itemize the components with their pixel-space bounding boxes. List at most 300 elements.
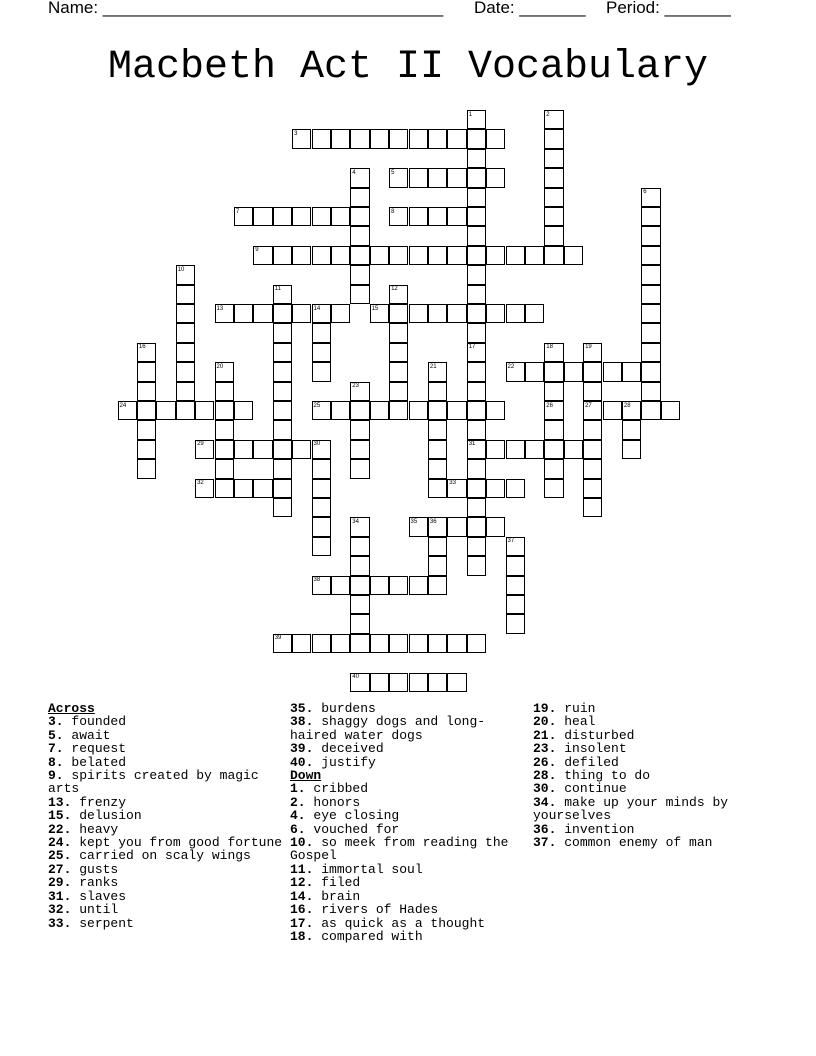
crossword-cell[interactable]: [641, 285, 660, 304]
down-clue: [533, 702, 773, 715]
clue-number: 6.: [290, 821, 306, 837]
crossword-cell[interactable]: [447, 673, 466, 692]
crossword-cell[interactable]: [137, 401, 156, 420]
crossword-cell[interactable]: [544, 479, 563, 498]
crossword-cell[interactable]: [525, 246, 544, 265]
crossword-cell[interactable]: [273, 382, 292, 401]
crossword-cell[interactable]: [564, 362, 583, 381]
crossword-cell[interactable]: [350, 634, 369, 653]
crossword-cell[interactable]: [409, 576, 428, 595]
crossword-cell[interactable]: [544, 226, 563, 245]
crossword-cell[interactable]: [486, 440, 505, 459]
clue-number-label: 15: [371, 305, 379, 312]
crossword-cell[interactable]: [544, 420, 563, 439]
crossword-cell[interactable]: [350, 459, 369, 478]
down-clue: [290, 796, 526, 809]
crossword-cell[interactable]: [428, 382, 447, 401]
crossword-cell[interactable]: [467, 168, 486, 187]
crossword-cell[interactable]: [350, 129, 369, 148]
crossword-cell[interactable]: [564, 440, 583, 459]
crossword-cell[interactable]: [409, 304, 428, 323]
crossword-cell[interactable]: [525, 304, 544, 323]
clue-number: 26.: [533, 754, 557, 770]
clue-number: 29.: [48, 875, 72, 891]
crossword-cell[interactable]: [622, 420, 641, 439]
crossword-cell[interactable]: [234, 304, 253, 323]
crossword-cell[interactable]: [350, 265, 369, 284]
crossword-cell[interactable]: [467, 304, 486, 323]
crossword-cell[interactable]: [525, 362, 544, 381]
crossword-cell[interactable]: [292, 634, 311, 653]
clue-text: shaggy dogs and long-haired water dogs: [290, 714, 486, 743]
crossword-cell[interactable]: [331, 246, 350, 265]
clue-text: disturbed: [564, 727, 635, 743]
crossword-cell[interactable]: [273, 343, 292, 362]
crossword-cell[interactable]: [312, 129, 331, 148]
crossword-cell[interactable]: [312, 459, 331, 478]
clue-number-label: 24: [119, 402, 127, 409]
crossword-cell[interactable]: [467, 207, 486, 226]
crossword-cell[interactable]: [506, 479, 525, 498]
clue-number-label: 10: [177, 266, 185, 273]
crossword-cell[interactable]: [292, 304, 311, 323]
crossword-cell[interactable]: [137, 420, 156, 439]
crossword-cell[interactable]: [506, 595, 525, 614]
across-clue: [48, 917, 284, 930]
crossword-cell[interactable]: [331, 304, 350, 323]
crossword-cell[interactable]: [486, 479, 505, 498]
clue-number: 2.: [290, 794, 306, 810]
crossword-cell[interactable]: [447, 246, 466, 265]
clue-number: 25.: [48, 848, 72, 864]
clue-number: 1.: [290, 781, 306, 797]
crossword-cell[interactable]: [467, 285, 486, 304]
clue-number: 4.: [290, 808, 306, 824]
crossword-cell[interactable]: [583, 382, 602, 401]
clue-text: serpent: [79, 915, 134, 931]
crossword-cell[interactable]: [370, 246, 389, 265]
crossword-cell[interactable]: [544, 129, 563, 148]
crossword-cell[interactable]: [467, 382, 486, 401]
clue-number: 20.: [533, 714, 557, 730]
crossword-cell[interactable]: [428, 304, 447, 323]
clue-number: 9.: [48, 768, 64, 784]
period-field-label[interactable]: Period: _______: [606, 0, 731, 17]
crossword-cell[interactable]: [350, 440, 369, 459]
crossword-cell[interactable]: [428, 246, 447, 265]
clue-number: 5.: [48, 727, 64, 743]
crossword-cell[interactable]: [447, 517, 466, 536]
clue-number-label: 28: [623, 402, 631, 409]
crossword-cell[interactable]: [544, 168, 563, 187]
crossword-cell[interactable]: [544, 188, 563, 207]
crossword-cell[interactable]: [428, 401, 447, 420]
crossword-cell[interactable]: [583, 362, 602, 381]
crossword-cell[interactable]: [253, 304, 272, 323]
clue-text: belated: [71, 754, 127, 770]
crossword-cell[interactable]: [234, 401, 253, 420]
crossword-cell[interactable]: [467, 459, 486, 478]
clue-text: request: [71, 741, 127, 757]
crossword-cell[interactable]: [389, 362, 408, 381]
crossword-cell[interactable]: [350, 285, 369, 304]
crossword-cell[interactable]: [273, 420, 292, 439]
crossword-cell[interactable]: [273, 304, 292, 323]
crossword-cell[interactable]: [409, 129, 428, 148]
clue-text: rivers of Hades: [321, 902, 439, 918]
down-clue: [290, 823, 526, 836]
crossword-cell[interactable]: [331, 207, 350, 226]
crossword-cell[interactable]: [389, 576, 408, 595]
name-field-label[interactable]: Name: ____________________________________: [48, 0, 444, 17]
crossword-cell[interactable]: [428, 459, 447, 478]
page-title: Macbeth Act II Vocabulary: [107, 45, 709, 90]
across-clue: [48, 769, 284, 796]
crossword-cell[interactable]: [273, 498, 292, 517]
crossword-cell[interactable]: [215, 382, 234, 401]
crossword-cell[interactable]: [389, 304, 408, 323]
crossword-cell[interactable]: [467, 362, 486, 381]
crossword-cell[interactable]: [428, 479, 447, 498]
crossword-cell[interactable]: [273, 479, 292, 498]
crossword-cell[interactable]: [467, 323, 486, 342]
clues-column-3: [533, 702, 773, 849]
clue-number-label: 6: [643, 189, 647, 196]
crossword-cell[interactable]: [137, 440, 156, 459]
crossword-cell[interactable]: [370, 576, 389, 595]
crossword-cell[interactable]: [447, 304, 466, 323]
down-clue: [533, 823, 773, 836]
crossword-cell[interactable]: [447, 129, 466, 148]
crossword-cell[interactable]: [370, 673, 389, 692]
crossword-cell[interactable]: [292, 440, 311, 459]
crossword-cell[interactable]: [273, 459, 292, 478]
crossword-cell[interactable]: [370, 129, 389, 148]
crossword-cell[interactable]: [641, 265, 660, 284]
crossword-cell[interactable]: [234, 479, 253, 498]
crossword-cell[interactable]: [253, 440, 272, 459]
crossword-cell[interactable]: [156, 401, 175, 420]
crossword-cell[interactable]: [428, 634, 447, 653]
crossword-cell[interactable]: [428, 673, 447, 692]
crossword-cell[interactable]: [447, 207, 466, 226]
clue-text: continue: [564, 781, 627, 797]
crossword-cell[interactable]: [467, 537, 486, 556]
clues-column-2: [290, 702, 526, 943]
clue-number: 27.: [48, 861, 72, 877]
crossword-cell[interactable]: [389, 634, 408, 653]
crossword-cell[interactable]: [389, 246, 408, 265]
crossword-cell[interactable]: [467, 401, 486, 420]
crossword-cell[interactable]: [312, 207, 331, 226]
crossword-cell[interactable]: [447, 168, 466, 187]
down-clue: [290, 782, 526, 795]
crossword-cell[interactable]: [350, 226, 369, 245]
crossword-cell[interactable]: [312, 323, 331, 342]
crossword-cell[interactable]: [486, 129, 505, 148]
crossword-cell[interactable]: [467, 556, 486, 575]
crossword-cell[interactable]: [312, 479, 331, 498]
crossword-cell[interactable]: [428, 440, 447, 459]
crossword-cell[interactable]: [331, 576, 350, 595]
crossword-cell[interactable]: [195, 401, 214, 420]
clue-number-label: 34: [352, 518, 359, 525]
crossword-cell[interactable]: [331, 401, 350, 420]
across-clue: [48, 863, 284, 876]
clue-text: so meek from reading the Gospel: [290, 835, 509, 864]
crossword-cell[interactable]: [506, 556, 525, 575]
crossword-cell[interactable]: [409, 634, 428, 653]
crossword-cell[interactable]: [641, 246, 660, 265]
crossword-cell[interactable]: [544, 362, 563, 381]
clue-number-label: 21: [429, 363, 437, 370]
crossword-cell[interactable]: [176, 362, 195, 381]
clue-number-label: 13: [216, 305, 224, 312]
crossword-cell[interactable]: [486, 401, 505, 420]
crossword-cell[interactable]: [486, 168, 505, 187]
crossword-cell[interactable]: [312, 362, 331, 381]
crossword-cell[interactable]: [467, 149, 486, 168]
clue-number: 18.: [290, 928, 314, 944]
crossword-cell[interactable]: [583, 498, 602, 517]
crossword-cell[interactable]: [622, 440, 641, 459]
crossword-cell[interactable]: [486, 304, 505, 323]
crossword-cell[interactable]: [544, 459, 563, 478]
crossword-cell[interactable]: [467, 479, 486, 498]
clue-text: common enemy of man: [564, 835, 713, 851]
crossword-cell[interactable]: [176, 343, 195, 362]
crossword-cell[interactable]: [641, 323, 660, 342]
crossword-cell[interactable]: [312, 537, 331, 556]
crossword-cell[interactable]: [467, 246, 486, 265]
clue-number: 24.: [48, 835, 72, 851]
crossword-cell[interactable]: [312, 517, 331, 536]
crossword-cell[interactable]: [137, 382, 156, 401]
clue-number: 17.: [290, 915, 314, 931]
clue-text: spirits created by magic arts: [48, 768, 259, 797]
crossword-cell[interactable]: [544, 149, 563, 168]
clue-text: carried on scaly wings: [79, 848, 251, 864]
clue-number-label: 5: [391, 169, 395, 176]
clue-number-label: 29: [197, 441, 204, 448]
crossword-cell[interactable]: [428, 207, 447, 226]
crossword-cell[interactable]: [137, 362, 156, 381]
down-clue: [290, 836, 526, 863]
crossword-cell[interactable]: [312, 343, 331, 362]
crossword-cell[interactable]: [331, 129, 350, 148]
crossword-cell[interactable]: [176, 323, 195, 342]
crossword-cell[interactable]: [467, 498, 486, 517]
crossword-cell[interactable]: [641, 343, 660, 362]
crossword-cell[interactable]: [292, 207, 311, 226]
crossword-cell[interactable]: [525, 440, 544, 459]
crossword-cell[interactable]: [350, 614, 369, 633]
crossword-cell[interactable]: [564, 246, 583, 265]
crossword-cell[interactable]: [583, 459, 602, 478]
across-clue: [290, 756, 526, 769]
crossword-cell[interactable]: [176, 285, 195, 304]
across-clue: [48, 756, 284, 769]
clue-number: 40.: [290, 754, 314, 770]
crossword-cell[interactable]: [389, 401, 408, 420]
clue-text: insolent: [564, 741, 627, 757]
crossword-cell[interactable]: [350, 420, 369, 439]
clue-number-label: 20: [216, 363, 224, 370]
clue-number-label: 19: [585, 344, 592, 351]
clue-text: make up your minds by yourselves: [533, 794, 729, 824]
clue-number: 12.: [290, 875, 314, 891]
crossword-cell[interactable]: [215, 459, 234, 478]
down-clue: [533, 782, 773, 795]
crossword-cell[interactable]: [350, 595, 369, 614]
clue-number-label: 11: [274, 286, 281, 293]
crossword-cell[interactable]: [603, 401, 622, 420]
crossword-cell[interactable]: [428, 420, 447, 439]
crossword-cell[interactable]: [215, 440, 234, 459]
crossword-cell[interactable]: [467, 420, 486, 439]
crossword-cell[interactable]: [447, 634, 466, 653]
crossword-cell[interactable]: [447, 401, 466, 420]
crossword-cell[interactable]: [583, 440, 602, 459]
crossword-cell[interactable]: [312, 634, 331, 653]
crossword-cell[interactable]: [409, 207, 428, 226]
crossword-cell[interactable]: [506, 614, 525, 633]
crossword-cell[interactable]: [176, 382, 195, 401]
clue-number-label: 4: [352, 169, 356, 176]
crossword-cell[interactable]: [389, 323, 408, 342]
crossword-cell[interactable]: [389, 343, 408, 362]
crossword-cell[interactable]: [350, 401, 369, 420]
clue-number: 19.: [533, 701, 557, 716]
clue-number-label: 14: [313, 305, 321, 312]
crossword-cell[interactable]: [370, 634, 389, 653]
crossword-cell[interactable]: [583, 479, 602, 498]
crossword-cell[interactable]: [506, 440, 525, 459]
across-clue: [48, 809, 284, 822]
clue-number-label: 38: [313, 577, 321, 584]
crossword-cell[interactable]: [661, 401, 680, 420]
crossword-cell[interactable]: [467, 634, 486, 653]
crossword-cell[interactable]: [215, 420, 234, 439]
clue-text: vouched for: [313, 821, 400, 837]
crossword-cell[interactable]: [641, 304, 660, 323]
crossword-cell[interactable]: [583, 420, 602, 439]
crossword-cell[interactable]: [273, 440, 292, 459]
clue-number-label: 23: [352, 383, 359, 390]
crossword-cell[interactable]: [350, 188, 369, 207]
crossword-cell[interactable]: [622, 362, 641, 381]
crossword-cell[interactable]: [486, 517, 505, 536]
clue-number-label: 36: [429, 518, 437, 525]
crossword-cell[interactable]: [331, 634, 350, 653]
crossword-cell[interactable]: [428, 129, 447, 148]
clue-number: 15.: [48, 808, 72, 824]
crossword-cell[interactable]: [350, 537, 369, 556]
date-field-label[interactable]: Date: _______: [474, 0, 586, 17]
crossword-cell[interactable]: [544, 440, 563, 459]
crossword-cell[interactable]: [370, 401, 389, 420]
crossword-cell[interactable]: [350, 207, 369, 226]
crossword-cell[interactable]: [641, 401, 660, 420]
crossword-cell[interactable]: [641, 362, 660, 381]
crossword-cell[interactable]: [389, 382, 408, 401]
crossword-cell[interactable]: [467, 226, 486, 245]
down-clue: [533, 715, 773, 728]
crossword-cell[interactable]: [292, 246, 311, 265]
crossword-cell[interactable]: [273, 362, 292, 381]
crossword-cell[interactable]: [641, 207, 660, 226]
crossword-cell[interactable]: [428, 556, 447, 575]
crossword-cell[interactable]: [428, 537, 447, 556]
crossword-cell[interactable]: [506, 576, 525, 595]
clue-number-label: 16: [138, 344, 146, 351]
clue-text: brain: [321, 888, 361, 904]
crossword-cell[interactable]: [137, 459, 156, 478]
clue-text: as quick as a thought: [321, 915, 486, 931]
clue-text: thing to do: [564, 768, 651, 784]
crossword-cell[interactable]: [467, 188, 486, 207]
crossword-cell[interactable]: [234, 440, 253, 459]
down-heading: Down: [290, 768, 322, 784]
clue-number: 33.: [48, 915, 72, 931]
crossword-cell[interactable]: [409, 168, 428, 187]
crossword-cell[interactable]: [506, 246, 525, 265]
crossword-cell[interactable]: [273, 323, 292, 342]
crossword-cell[interactable]: [350, 576, 369, 595]
crossword-cell[interactable]: [350, 246, 369, 265]
crossword-cell[interactable]: [544, 207, 563, 226]
crossword-cell[interactable]: [467, 517, 486, 536]
crossword-cell[interactable]: [253, 479, 272, 498]
crossword-cell[interactable]: [389, 673, 408, 692]
crossword-cell[interactable]: [467, 129, 486, 148]
crossword-cell[interactable]: [176, 401, 195, 420]
crossword-cell[interactable]: [215, 479, 234, 498]
crossword-cell[interactable]: [486, 246, 505, 265]
crossword-cell[interactable]: [215, 401, 234, 420]
crossword-cell[interactable]: [409, 246, 428, 265]
crossword-cell[interactable]: [544, 246, 563, 265]
crossword-cell[interactable]: [428, 576, 447, 595]
crossword-cell[interactable]: [389, 129, 408, 148]
crossword-cell[interactable]: [409, 673, 428, 692]
clue-number-label: 25: [313, 402, 321, 409]
clue-number: 35.: [290, 701, 314, 716]
crossword-cell[interactable]: [273, 207, 292, 226]
across-clue: [48, 742, 284, 755]
crossword-cell[interactable]: [544, 382, 563, 401]
clue-number-label: 31: [468, 441, 476, 448]
crossword-cell[interactable]: [312, 246, 331, 265]
crossword-cell[interactable]: [253, 207, 272, 226]
crossword-cell[interactable]: [467, 265, 486, 284]
crossword-cell[interactable]: [428, 168, 447, 187]
crossword-cell[interactable]: [273, 246, 292, 265]
crossword-cell[interactable]: [176, 304, 195, 323]
crossword-cell[interactable]: [409, 401, 428, 420]
crossword-cell[interactable]: [641, 382, 660, 401]
crossword-cell[interactable]: [506, 304, 525, 323]
crossword-cell[interactable]: [350, 556, 369, 575]
crossword-cell[interactable]: [273, 401, 292, 420]
clue-text: frenzy: [79, 794, 127, 810]
clue-text: cribbed: [313, 781, 369, 797]
crossword-cell[interactable]: [312, 498, 331, 517]
clue-number-label: 3: [294, 130, 298, 137]
crossword-cell[interactable]: [603, 362, 622, 381]
crossword-cell[interactable]: [641, 226, 660, 245]
down-clue: [290, 930, 526, 943]
